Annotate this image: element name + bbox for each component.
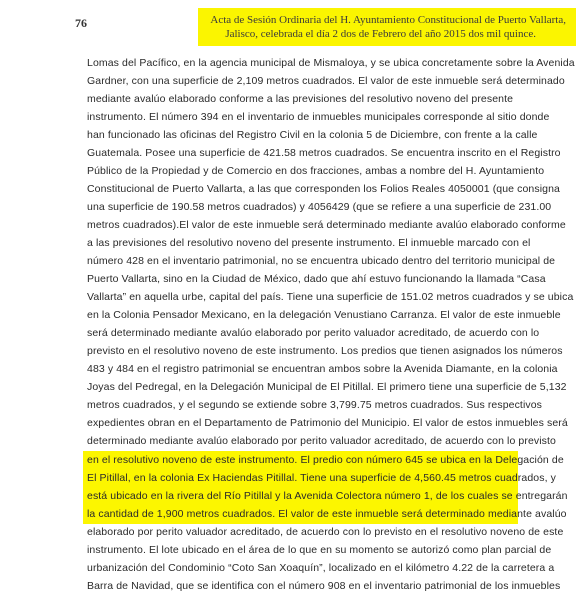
body-line: Vallarta” en aquella urbe, capital del país. Tiene una superficie de 151.02 metros cuadrados y se ubica <box>87 291 574 303</box>
body-line: en la Colonia Pensador Mexicano, en la delegación Venustiano Carranza. El valor de este inmueble <box>87 309 561 321</box>
body-line: 483 y 484 en el registro patrimonial se encuentran ambos sobre la Avenida Diamante, en la colonia <box>87 363 558 375</box>
header-line-2: Jalisco, celebrada el día 2 dos de Febrero del año 2015 dos mil quince. <box>225 28 536 40</box>
body-line: Puerto Vallarta, sino en la Ciudad de México, dado que ahí estuvo funcionando la llamada “Casa <box>87 273 546 285</box>
page-number: 76 <box>75 16 87 30</box>
body-line: Gardner, con una superficie de 2,109 metros cuadrados. El valor de este inmueble será determinado <box>87 75 565 87</box>
document-header <box>198 8 576 46</box>
body-line: expedientes obran en el Departamento de Patrimonio del Municipio. El valor de estos inmuebles será <box>87 417 568 429</box>
body-line: instrumento. El lote ubicado en el área de lo que en su momento se autorizó como plan parcial de <box>87 544 552 556</box>
body-line: una superficie de 190.58 metros cuadrados) y 4056429 (que se refiere a una superficie de 231.00 <box>87 201 552 213</box>
body-line: metros cuadrados).El valor de este inmueble será determinado mediante avalúo elaborado conforme <box>87 219 566 231</box>
body-line: elaborado por perito valuador acreditado, de acuerdo con lo previsto en el resolutivo noveno de este <box>87 526 564 538</box>
body-line: Barra de Navidad, que se identifica con el número 908 en el inventario patrimonial de los inmuebles <box>87 580 561 592</box>
body-line: en el resolutivo noveno de este instrumento. El predio con número 645 se ubica en la Delegación de <box>87 454 564 466</box>
header-line-1: Acta de Sesión Ordinaria del H. Ayuntamiento Constitucional de Puerto Vallarta, <box>210 14 566 26</box>
body-line: Guatemala. Posee una superficie de 421.58 metros cuadrados. Se encuentra inscrito en el Registro <box>87 147 561 159</box>
body-line: Público de la Propiedad y de Comercio en dos fracciones, ambas a nombre del H. Ayuntamiento <box>87 165 545 177</box>
body-line: Constitucional de Puerto Vallarta, a las que corresponden los Folios Reales 4050001 (que consigna <box>87 183 560 195</box>
body-line: metros cuadrados, y el segundo se extiende sobre 3,799.75 metros cuadrados. Sus respectivos <box>87 399 543 411</box>
body-line: será determinado mediante avalúo elaborado por perito valuador acreditado, de acuerdo con lo <box>87 327 540 339</box>
body-line: El Pitillal, en la colonia Ex Haciendas Pitillal. Tiene una superficie de 4,560.45 metros cuadrados, y <box>87 472 556 484</box>
body-line: a las previsiones del resolutivo noveno del presente instrumento. El inmueble marcado con el <box>87 237 531 249</box>
body-line: la cantidad de 1,900 metros cuadrados. El valor de este inmueble será determinado mediante avalúo <box>87 508 567 520</box>
body-line: urbanización del Condominio “Coto San Xoaquín”, localizado en el kilómetro 4.22 de la carretera a <box>87 562 555 574</box>
body-line: Lomas del Pacífico, en la agencia municipal de Mismaloya, y se ubica concretamente sobre la Avenida <box>87 57 575 69</box>
body-line: instrumento. El número 394 en el inventario de inmuebles municipales corresponde al sitio donde <box>87 111 550 123</box>
body-line: previsto en el resolutivo noveno de este instrumento. Los predios que tienen asignados los números <box>87 345 563 357</box>
body-line: mediante avalúo elaborado conforme a las previsiones del resolutivo noveno del presente <box>87 93 514 105</box>
body-line: Joyas del Pedregal, en la Delegación Municipal de El Pitillal. El primero tiene una superficie de 5,132 <box>87 381 567 393</box>
body-line: número 428 en el inventario patrimonial, no se encuentra ubicado dentro del territorio municipal de <box>87 255 556 267</box>
body-line: está ubicado en la rivera del Río Pitillal y la Avenida Colectora número 1, de los cuales se entregarán <box>87 490 568 502</box>
body-line: determinado mediante avalúo elaborado por perito valuador acreditado, de acuerdo con lo previsto <box>87 435 556 447</box>
body-line: han funcionado las oficinas del Registro Civil en la colonia 5 de Diciembre, con frente a la calle <box>87 129 538 141</box>
